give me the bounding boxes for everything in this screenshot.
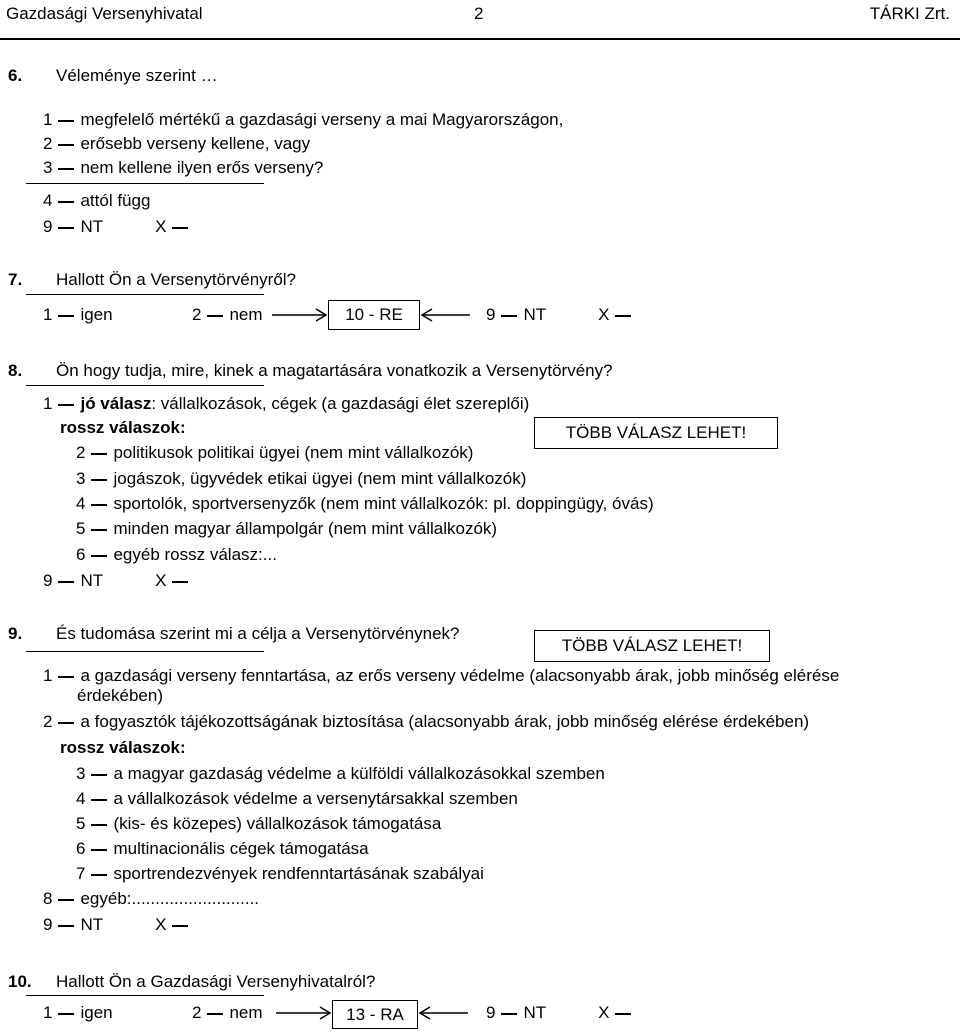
arrow-left-icon bbox=[418, 1003, 468, 1023]
x-label: X bbox=[598, 305, 610, 324]
nt-option bbox=[43, 915, 194, 935]
x-label: X bbox=[155, 915, 167, 934]
dash-line bbox=[58, 722, 74, 724]
answer-option bbox=[76, 443, 473, 463]
answer-code: 1 bbox=[43, 305, 53, 324]
answer-code: 1 bbox=[43, 394, 53, 413]
skip-box: 10 - RE bbox=[328, 300, 420, 330]
dash-line bbox=[91, 849, 107, 851]
answer-option bbox=[76, 839, 369, 859]
answer-text: minden magyar állampolgár (nem mint vállalkozók) bbox=[113, 519, 498, 538]
answer-text: a magyar gazdaság védelme a külföldi vállalkozásokkal szemben bbox=[113, 764, 605, 783]
answer-option bbox=[43, 889, 259, 909]
answer-code: 1 bbox=[43, 1003, 53, 1022]
answer-option bbox=[43, 191, 150, 211]
answer-code: 1 bbox=[43, 110, 53, 129]
nt-label: NT bbox=[523, 1003, 547, 1022]
section-rule bbox=[26, 651, 264, 652]
dash-line bbox=[615, 1013, 631, 1015]
question-number: 7. bbox=[8, 270, 23, 289]
dash-line bbox=[207, 1013, 223, 1015]
answer-code: 6 bbox=[76, 839, 86, 858]
answer-text: jogászok, ügyvédek etikai ügyei (nem mint vállalkozók) bbox=[113, 469, 527, 488]
answer-code: 9 bbox=[43, 915, 53, 934]
answer-code: 2 bbox=[43, 134, 53, 153]
answer-text: igen bbox=[80, 1003, 113, 1022]
dash-line bbox=[501, 1013, 517, 1015]
answer-code: 9 bbox=[43, 217, 53, 236]
nt-label: NT bbox=[80, 571, 104, 590]
answer-option bbox=[76, 764, 605, 784]
dash-line bbox=[58, 1013, 74, 1015]
dash-line bbox=[58, 120, 74, 122]
answer-text: a gazdasági verseny fenntartása, az erős verseny védelme (alacsonyabb árak, jobb minőség elérése bbox=[80, 666, 840, 685]
question-text: Véleménye szerint … bbox=[56, 66, 218, 85]
section-rule bbox=[26, 385, 264, 386]
dash-line bbox=[172, 227, 188, 229]
answer-code: 5 bbox=[76, 519, 86, 538]
x-label: X bbox=[155, 217, 167, 236]
question-number: 8. bbox=[8, 361, 23, 380]
answer-option bbox=[43, 666, 839, 686]
answer-option bbox=[76, 494, 654, 514]
answer-code: 5 bbox=[76, 814, 86, 833]
answer-code: 3 bbox=[76, 764, 86, 783]
nt-option bbox=[486, 305, 637, 325]
answer-text: igen bbox=[80, 305, 113, 324]
answer-text: multinacionális cégek támogatása bbox=[113, 839, 369, 858]
header-left: Gazdasági Versenyhivatal bbox=[6, 4, 203, 23]
answer-option bbox=[76, 789, 518, 809]
question-text: Hallott Ön a Versenytörvényről? bbox=[56, 270, 297, 289]
answer-text: nem kellene ilyen erős verseny? bbox=[80, 158, 324, 177]
answer-code: 7 bbox=[76, 864, 86, 883]
answer-option bbox=[43, 305, 113, 325]
dash-line bbox=[172, 925, 188, 927]
dash-line bbox=[615, 315, 631, 317]
arrow-right-icon bbox=[272, 305, 328, 325]
section-rule bbox=[26, 995, 264, 996]
answer-text: sportolók, sportversenyzők (nem mint vállalkozók: pl. doppingügy, óvás) bbox=[113, 494, 654, 513]
x-label: X bbox=[598, 1003, 610, 1022]
header-page-number: 2 bbox=[474, 4, 484, 23]
dash-line bbox=[58, 676, 74, 678]
skip-box: 13 - RA bbox=[332, 1000, 418, 1029]
answer-text: egyéb rossz válasz:... bbox=[113, 545, 277, 564]
dash-line bbox=[91, 453, 107, 455]
answer-option bbox=[43, 134, 310, 154]
answer-code: 3 bbox=[76, 469, 86, 488]
answer-text: a fogyasztók tájékozottságának biztosítása (alacsonyabb árak, jobb minőség elérése érdekében) bbox=[80, 712, 810, 731]
nt-label: NT bbox=[523, 305, 547, 324]
answer-option bbox=[76, 864, 484, 884]
nt-option bbox=[43, 571, 194, 591]
dash-line bbox=[91, 874, 107, 876]
dash-line bbox=[91, 529, 107, 531]
question-number: 6. bbox=[8, 66, 23, 85]
answer-code: 4 bbox=[76, 494, 86, 513]
correct-answer-label: jó válasz bbox=[80, 394, 152, 413]
dash-line bbox=[91, 504, 107, 506]
answer-text: : vállalkozások, cégek (a gazdasági élet szereplői) bbox=[151, 394, 530, 413]
question-text: Hallott Ön a Gazdasági Versenyhivatalról? bbox=[56, 972, 376, 991]
dash-line bbox=[501, 315, 517, 317]
answer-option bbox=[43, 1003, 113, 1023]
dash-line bbox=[58, 404, 74, 406]
answer-code: 6 bbox=[76, 545, 86, 564]
answer-option bbox=[76, 519, 497, 539]
answer-code: 4 bbox=[76, 789, 86, 808]
header-right: TÁRKI Zrt. bbox=[869, 4, 950, 23]
dash-line bbox=[207, 315, 223, 317]
answer-text: attól függ bbox=[80, 191, 151, 210]
answer-option bbox=[76, 469, 526, 489]
answer-option bbox=[76, 814, 441, 834]
dash-line bbox=[91, 479, 107, 481]
dash-line bbox=[91, 555, 107, 557]
x-label: X bbox=[155, 571, 167, 590]
answer-text: megfelelő mértékű a gazdasági verseny a mai Magyarországon, bbox=[80, 110, 564, 129]
answer-option bbox=[192, 305, 263, 325]
answer-text-continuation: érdekében) bbox=[77, 686, 164, 705]
dash-line bbox=[91, 799, 107, 801]
dash-line bbox=[58, 201, 74, 203]
answer-code: 2 bbox=[76, 443, 86, 462]
dash-line bbox=[58, 168, 74, 170]
answer-option bbox=[43, 158, 323, 178]
dash-line bbox=[91, 824, 107, 826]
answer-option bbox=[76, 545, 277, 565]
question-number: 10. bbox=[8, 972, 32, 991]
wrong-answers-label: rossz válaszok: bbox=[60, 418, 186, 437]
answer-code: 9 bbox=[43, 571, 53, 590]
header-divider bbox=[0, 38, 960, 40]
answer-code: 2 bbox=[43, 712, 53, 731]
dash-line bbox=[58, 227, 74, 229]
question-number: 9. bbox=[8, 624, 23, 643]
nt-label: NT bbox=[80, 915, 104, 934]
answer-option bbox=[192, 1003, 263, 1023]
section-rule bbox=[26, 294, 264, 295]
answer-code: 8 bbox=[43, 889, 53, 908]
multi-answer-note: TÖBB VÁLASZ LEHET! bbox=[534, 417, 778, 449]
answer-option bbox=[43, 712, 809, 732]
wrong-answers-label: rossz válaszok: bbox=[60, 738, 186, 757]
answer-text: sportrendezvények rendfenntartásának szabályai bbox=[113, 864, 484, 883]
answer-code: 9 bbox=[486, 305, 496, 324]
answer-text: nem bbox=[229, 305, 263, 324]
dash-line bbox=[58, 925, 74, 927]
dash-line bbox=[58, 315, 74, 317]
dash-line bbox=[58, 581, 74, 583]
answer-code: 1 bbox=[43, 666, 53, 685]
nt-option bbox=[486, 1003, 637, 1023]
answer-code: 3 bbox=[43, 158, 53, 177]
multi-answer-note: TÖBB VÁLASZ LEHET! bbox=[534, 630, 770, 662]
section-rule bbox=[26, 183, 264, 184]
arrow-right-icon bbox=[276, 1003, 332, 1023]
dash-line bbox=[91, 774, 107, 776]
answer-code: 2 bbox=[192, 305, 202, 324]
answer-code: 9 bbox=[486, 1003, 496, 1022]
answer-text: nem bbox=[229, 1003, 263, 1022]
nt-option bbox=[43, 217, 194, 237]
dash-line bbox=[58, 144, 74, 146]
question-text: És tudomása szerint mi a célja a Versenytörvénynek? bbox=[56, 624, 460, 643]
dash-line bbox=[172, 581, 188, 583]
dash-line bbox=[58, 899, 74, 901]
arrow-left-icon bbox=[420, 305, 470, 325]
correct-answer bbox=[43, 394, 529, 414]
answer-option bbox=[43, 110, 563, 130]
answer-code: 2 bbox=[192, 1003, 202, 1022]
answer-text: erősebb verseny kellene, vagy bbox=[80, 134, 311, 153]
answer-code: 4 bbox=[43, 191, 53, 210]
answer-text: a vállalkozások védelme a versenytársakkal szemben bbox=[113, 789, 518, 808]
nt-label: NT bbox=[80, 217, 104, 236]
question-text: Ön hogy tudja, mire, kinek a magatartására vonatkozik a Versenytörvény? bbox=[56, 361, 613, 380]
answer-text: (kis- és közepes) vállalkozások támogatása bbox=[113, 814, 442, 833]
answer-text: politikusok politikai ügyei (nem mint vállalkozók) bbox=[113, 443, 474, 462]
answer-text: egyéb:........................... bbox=[80, 889, 260, 908]
